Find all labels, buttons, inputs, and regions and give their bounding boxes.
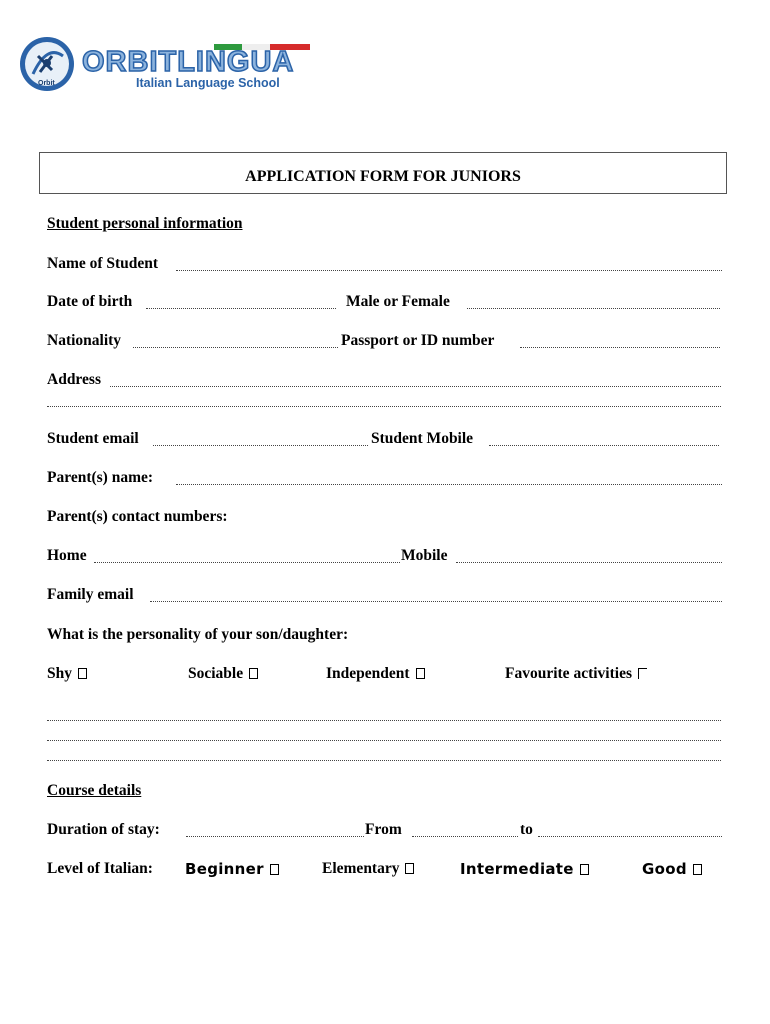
home-field[interactable]: [94, 562, 400, 563]
address-field-line1[interactable]: [110, 386, 721, 387]
activities-line3[interactable]: [47, 760, 721, 761]
activities-line2[interactable]: [47, 740, 721, 741]
option-independent[interactable]: [326, 665, 425, 683]
mobile-label: Student Mobile: [371, 430, 474, 447]
from-field[interactable]: [412, 836, 518, 837]
parent-name-field[interactable]: [176, 484, 722, 485]
family-email-field[interactable]: [150, 601, 722, 602]
mobile-field[interactable]: [489, 445, 719, 446]
option-independent-label: Independent: [326, 665, 410, 682]
to-field[interactable]: [538, 836, 722, 837]
mobile2-label: Mobile: [401, 547, 448, 564]
section-course-heading: Course details: [47, 782, 142, 799]
option-shy[interactable]: [47, 665, 87, 683]
gender-label: Male or Female: [346, 293, 450, 310]
brand-tagline: Italian Language School: [136, 76, 280, 90]
address-label: Address: [47, 371, 101, 388]
nationality-label: Nationality: [47, 332, 122, 349]
family-email-label: Family email: [47, 586, 134, 603]
email-label: Student email: [47, 430, 139, 447]
section-personal-heading: Student personal information: [47, 215, 243, 232]
personality-question: What is the personality of your son/daughter:: [47, 626, 349, 643]
level-good-label: Good: [642, 860, 687, 878]
checkbox-icon[interactable]: [416, 668, 425, 679]
mobile2-field[interactable]: [456, 562, 722, 563]
gender-field[interactable]: [467, 308, 720, 309]
parent-contacts-label: Parent(s) contact numbers:: [47, 508, 228, 525]
duration-field[interactable]: [186, 836, 364, 837]
option-sociable-label: Sociable: [188, 665, 244, 682]
nationality-field[interactable]: [133, 347, 338, 348]
checkbox-icon[interactable]: [405, 863, 414, 874]
parent-name-label: Parent(s) name:: [47, 469, 154, 486]
logo: [18, 34, 318, 96]
passport-label: Passport or ID number: [341, 332, 495, 349]
level-label: Level of Italian:: [47, 860, 153, 877]
title-box: [39, 152, 727, 194]
option-favourite-label: Favourite activities: [505, 665, 632, 682]
dob-label: Date of birth: [47, 293, 133, 310]
checkbox-icon[interactable]: [249, 668, 258, 679]
form-title: APPLICATION FORM FOR JUNIORS: [245, 168, 521, 185]
option-sociable[interactable]: [188, 665, 258, 683]
email-field[interactable]: [153, 445, 368, 446]
to-label: to: [520, 821, 533, 838]
passport-field[interactable]: [520, 347, 720, 348]
level-elementary-label: Elementary: [322, 860, 400, 877]
address-field-line2[interactable]: [47, 406, 721, 407]
brand-name: ORBITLINGUA: [82, 46, 295, 78]
activities-line1[interactable]: [47, 720, 721, 721]
level-beginner-label: Beginner: [185, 860, 264, 878]
option-favourite-activities[interactable]: [505, 665, 647, 683]
checkbox-icon[interactable]: [270, 864, 279, 875]
checkbox-icon[interactable]: [693, 864, 702, 875]
checkbox-icon[interactable]: [580, 864, 589, 875]
duration-label: Duration of stay:: [47, 821, 160, 838]
level-elementary[interactable]: [322, 860, 414, 878]
level-good[interactable]: [642, 860, 702, 878]
home-label: Home: [47, 547, 87, 564]
option-shy-label: Shy: [47, 665, 72, 682]
level-beginner[interactable]: [185, 860, 279, 878]
dob-field[interactable]: [146, 308, 336, 309]
checkbox-icon[interactable]: [78, 668, 87, 679]
checkbox-icon[interactable]: [638, 668, 647, 679]
level-intermediate[interactable]: [460, 860, 589, 878]
emblem-text: Orbit: [38, 80, 55, 87]
level-intermediate-label: Intermediate: [460, 860, 574, 878]
name-field[interactable]: [176, 270, 722, 271]
from-label: From: [365, 821, 402, 838]
name-label: Name of Student: [47, 255, 159, 272]
